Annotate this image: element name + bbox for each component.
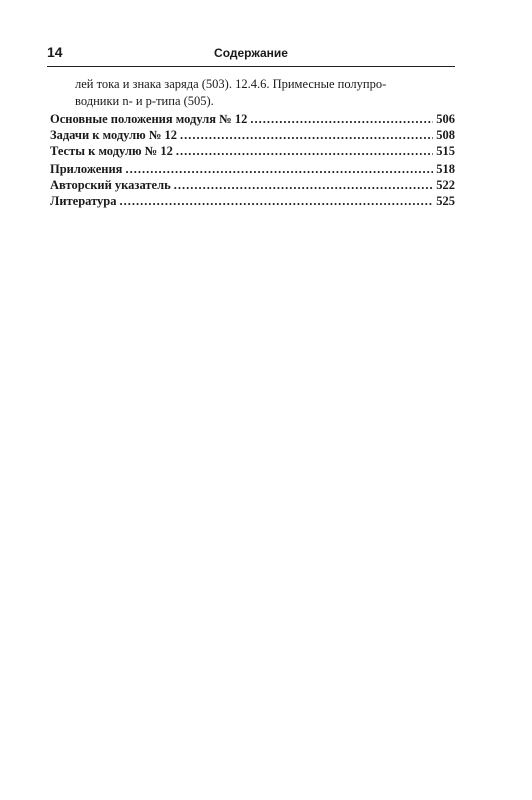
toc-leader-dots xyxy=(125,161,433,177)
page-number: 14 xyxy=(47,44,63,60)
toc-entry xyxy=(50,111,455,127)
toc-leader-dots xyxy=(250,111,433,127)
toc-entry-page: 506 xyxy=(436,112,455,126)
running-title: Содержание xyxy=(214,46,288,60)
continuation-line: водники n- и p-типа (505). xyxy=(75,94,214,108)
toc-entry-title: Литература xyxy=(50,194,117,208)
toc-entry-title: Задачи к модулю № 12 xyxy=(50,128,178,142)
toc-leader-dots xyxy=(120,193,434,209)
toc-entry xyxy=(50,193,455,209)
toc-appendix-group xyxy=(50,161,455,209)
toc-entry-page: 522 xyxy=(436,178,455,192)
toc-leader-dots xyxy=(176,143,433,159)
toc-leader-dots xyxy=(180,127,433,143)
toc-entry-title: Основные положения модуля № 12 xyxy=(50,112,248,126)
page-header xyxy=(47,42,455,67)
toc-entry-page: 518 xyxy=(436,162,455,176)
toc-continuation-text xyxy=(75,76,455,110)
toc-entry-title: Тесты к модулю № 12 xyxy=(50,144,173,158)
continuation-line: лей тока и знака заряда (503). 12.4.6. Примесные полупро- xyxy=(75,77,387,91)
toc-entry-title: Приложения xyxy=(50,162,123,176)
toc-entry-page: 525 xyxy=(436,194,455,208)
toc-entry-page: 508 xyxy=(436,128,455,142)
toc-entry xyxy=(50,161,455,177)
toc-entry xyxy=(50,127,455,143)
toc-entry-title: Авторский указатель xyxy=(50,178,171,192)
toc-entry xyxy=(50,177,455,193)
toc-entry xyxy=(50,143,455,159)
toc-entry-page: 515 xyxy=(436,144,455,158)
toc-leader-dots xyxy=(174,177,434,193)
toc-section-group xyxy=(50,111,455,159)
